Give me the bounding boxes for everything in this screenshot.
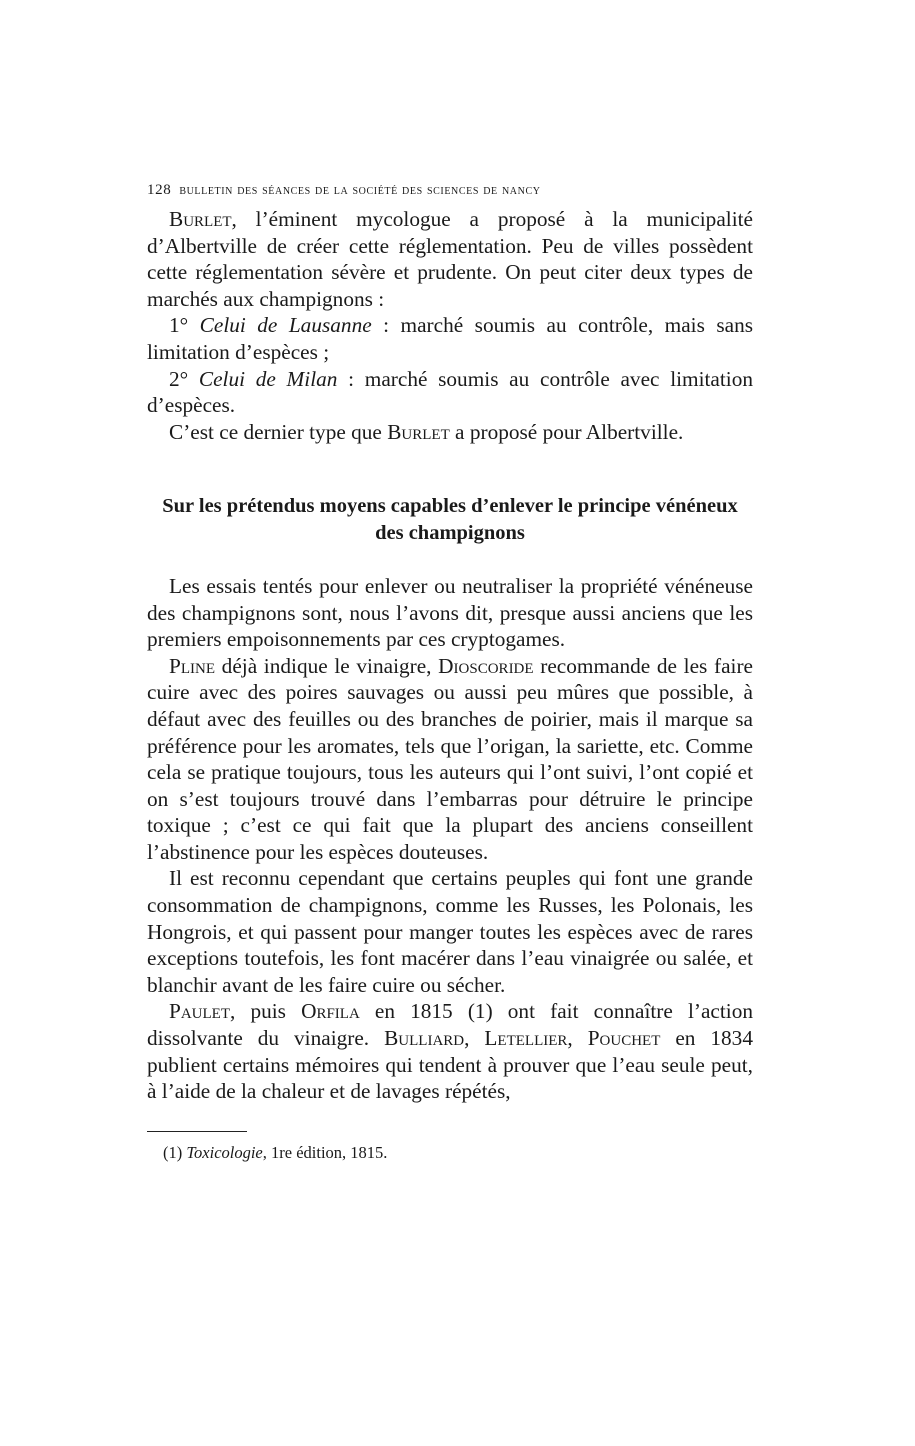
author-name: Dioscoride [438,653,534,678]
list-item-milan [147,366,753,419]
paragraph-text: C’est ce dernier type que [169,419,388,444]
author-name: Letellier [484,1026,568,1051]
running-header [147,180,753,200]
author-name: Burlet [387,419,450,444]
footnote-divider [147,1131,247,1132]
paragraph-text: , l’éminent mycologue a proposé à la municipalité d’Albertville de créer cette réglementation. Peu de villes possèdent cette réglementation sévère et prudente. On peut citer deux types de marchés aux champignons : [147,207,753,311]
author-name: Paulet [169,999,230,1024]
list-title: Celui de Milan [198,366,338,391]
author-name: Orfila [301,999,360,1024]
footnote-title: Toxicologie [186,1142,263,1162]
separator: , [464,1026,485,1051]
list-item-lausanne [147,312,753,365]
footnote-text: , 1re édition, 1815. [262,1142,388,1162]
paragraph-text: recommande de les faire cuire avec des poires sauvages ou aussi peu mûres que possible, à défaut avec des feuilles ou des branches de poirier, mais il marque sa préférence pour les aromates, tels que l’origan, la sariette, etc. Comme cela se pratique toujours, tous les auteurs qui l’ont suivi, l’ont copié et on s’est toujours trouvé dans l’embarras pour détruire le principe toxique ; c’est ce qui fait que la plupart des anciens conseillent l’abstinence pour les espèces douteuses. [147,653,753,864]
paragraph-pline [147,653,753,866]
list-number: 1° [169,313,189,338]
paragraph-paulet [147,998,753,1104]
author-name: Pline [169,653,215,678]
page-content [147,180,753,1164]
paragraph-burlet [147,206,753,312]
paragraph-albertville [147,419,753,446]
paragraph-text: a proposé pour Albertville. [449,419,684,444]
paragraph-peuples: Il est reconnu cependant que certains peuples qui font une grande consommation de champignons, comme les Russes, les Polonais, les Hongrois, et qui passent pour manger toutes les espèces avec de rares exceptions toutefois, les font macérer dans l’eau vinaigrée ou salée, et blanchir avant de les faire cuire ou sécher. [147,866,753,997]
footnote [147,1142,753,1164]
section-heading: Sur les prétendus moyens capables d’enlever le principe vénéneux des champignons [162,495,738,545]
author-name: Pouchet [587,1026,661,1051]
list-number: 2° [169,366,189,391]
list-text: : marché soumis au contrôle avec limitation d’espèces. [147,366,754,418]
running-title: bulletin des séances de la société des sciences de nancy [179,182,541,198]
separator: , [567,1026,588,1051]
author-name: Bulliard [384,1026,465,1051]
list-title: Celui de Lausanne [199,313,372,338]
paragraph-essais: Les essais tentés pour enlever ou neutraliser la propriété vénéneuse des champignons sont, nous l’avons dit, presque aussi anciens que les premiers empoisonnements par ces cryptogames. [147,573,753,652]
section-gap [147,445,753,471]
author-name: Burlet [169,207,232,231]
paragraph-text: déjà indique le vinaigre, [215,653,439,678]
paragraph-text: en 1815 (1) ont fait connaître l’action dissolvante du vinaigre. [147,999,753,1051]
paragraph-text: , puis [230,999,302,1024]
footnote-marker: (1) [163,1142,187,1162]
paragraph-text: en 1834 publient certains mémoires qui tendent à prouver que l’eau seule peut, à l’aide de la chaleur et de lavages répétés, [147,1026,753,1104]
page-number: 128 [147,182,172,198]
list-text: : marché soumis au contrôle, mais sans limitation d’espèces ; [147,313,754,364]
